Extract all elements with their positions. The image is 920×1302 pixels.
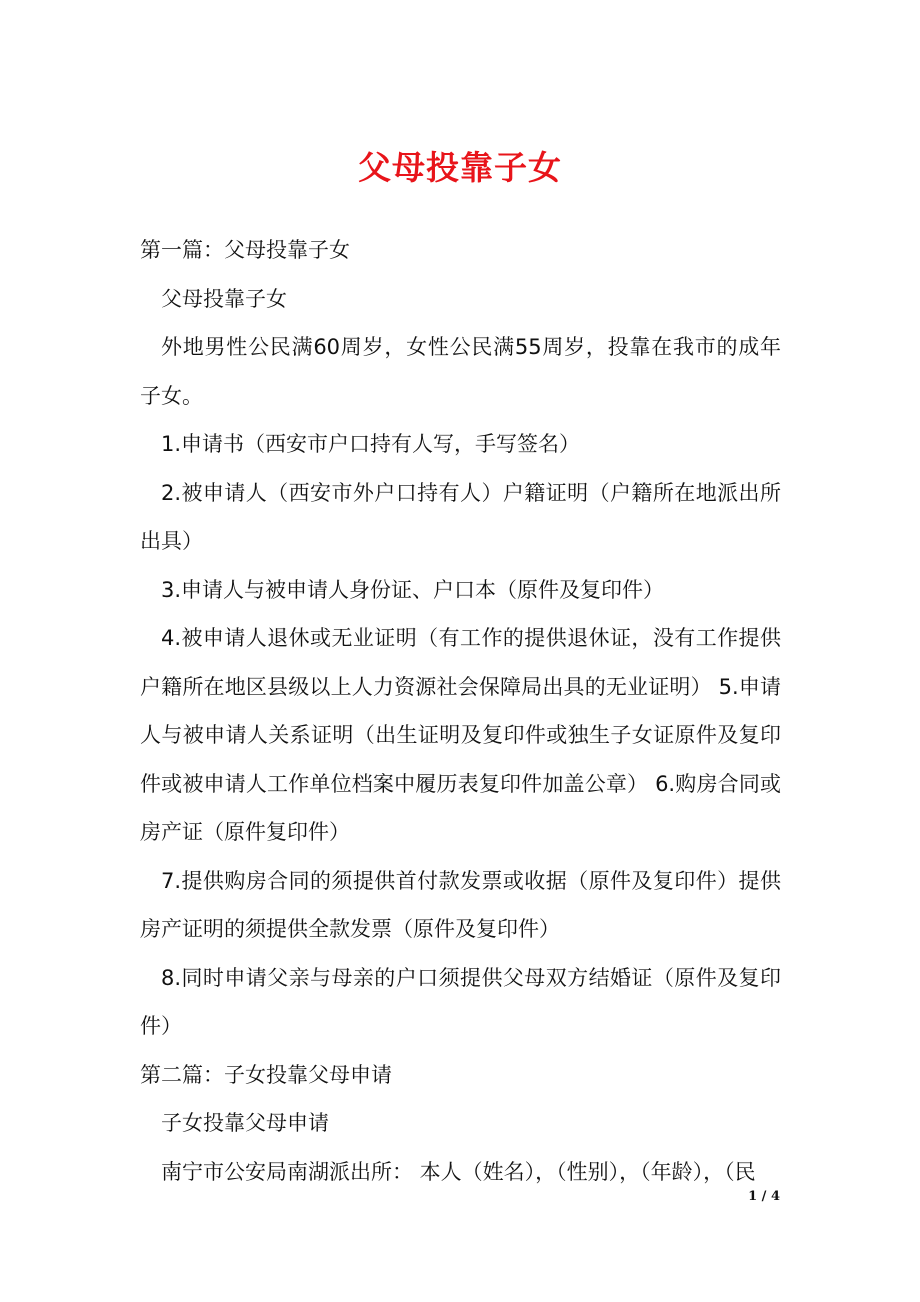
list-item: 2.被申请人（西安市外户口持有人）户籍证明（户籍所在地派出所出具） [140,480,781,553]
document-title: 父母投靠子女 [358,148,562,187]
list-item: 8.同时申请父亲与母亲的户口须提供父母双方结婚证（原件及复印件） [140,965,781,1038]
paragraph: 外地男性公民满60周岁，女性公民满55周岁，投靠在我市的成年子女。 [140,335,781,408]
section-heading-2: 第二篇：子女投靠父母申请 [140,1062,392,1087]
document-body [140,226,781,1196]
list-item: 4.被申请人退休或无业证明（有工作的提供退休证，没有工作提供户籍所在地区县级以上人力资源社会保障局出具的无业证明） 5.申请人与被申请人关系证明（出生证明及复印件或独生子女证原件及复印件或被申请人工作单位档案中履历表复印件加盖公章） 6.购房合同或房产证（原件复印件） [140,626,781,844]
section-heading-1: 第一篇：父母投靠子女 [140,238,350,262]
paragraph: 南宁市公安局南湖派出所： 本人（姓名），（性别），（年龄），（民 [161,1159,756,1184]
list-item: 7.提供购房合同的须提供首付款发票或收据（原件及复印件）提供房产证明的须提供全款发票（原件及复印件） [140,868,781,941]
list-item: 1.申请书（西安市户口持有人写，手写签名） [161,432,581,456]
paragraph: 子女投靠父母申请 [161,1111,329,1135]
paragraph: 父母投靠子女 [161,286,287,311]
list-item: 3.申请人与被申请人身份证、户口本（原件及复印件） [161,577,665,602]
page-indicator: 1 / 4 [748,1189,780,1204]
